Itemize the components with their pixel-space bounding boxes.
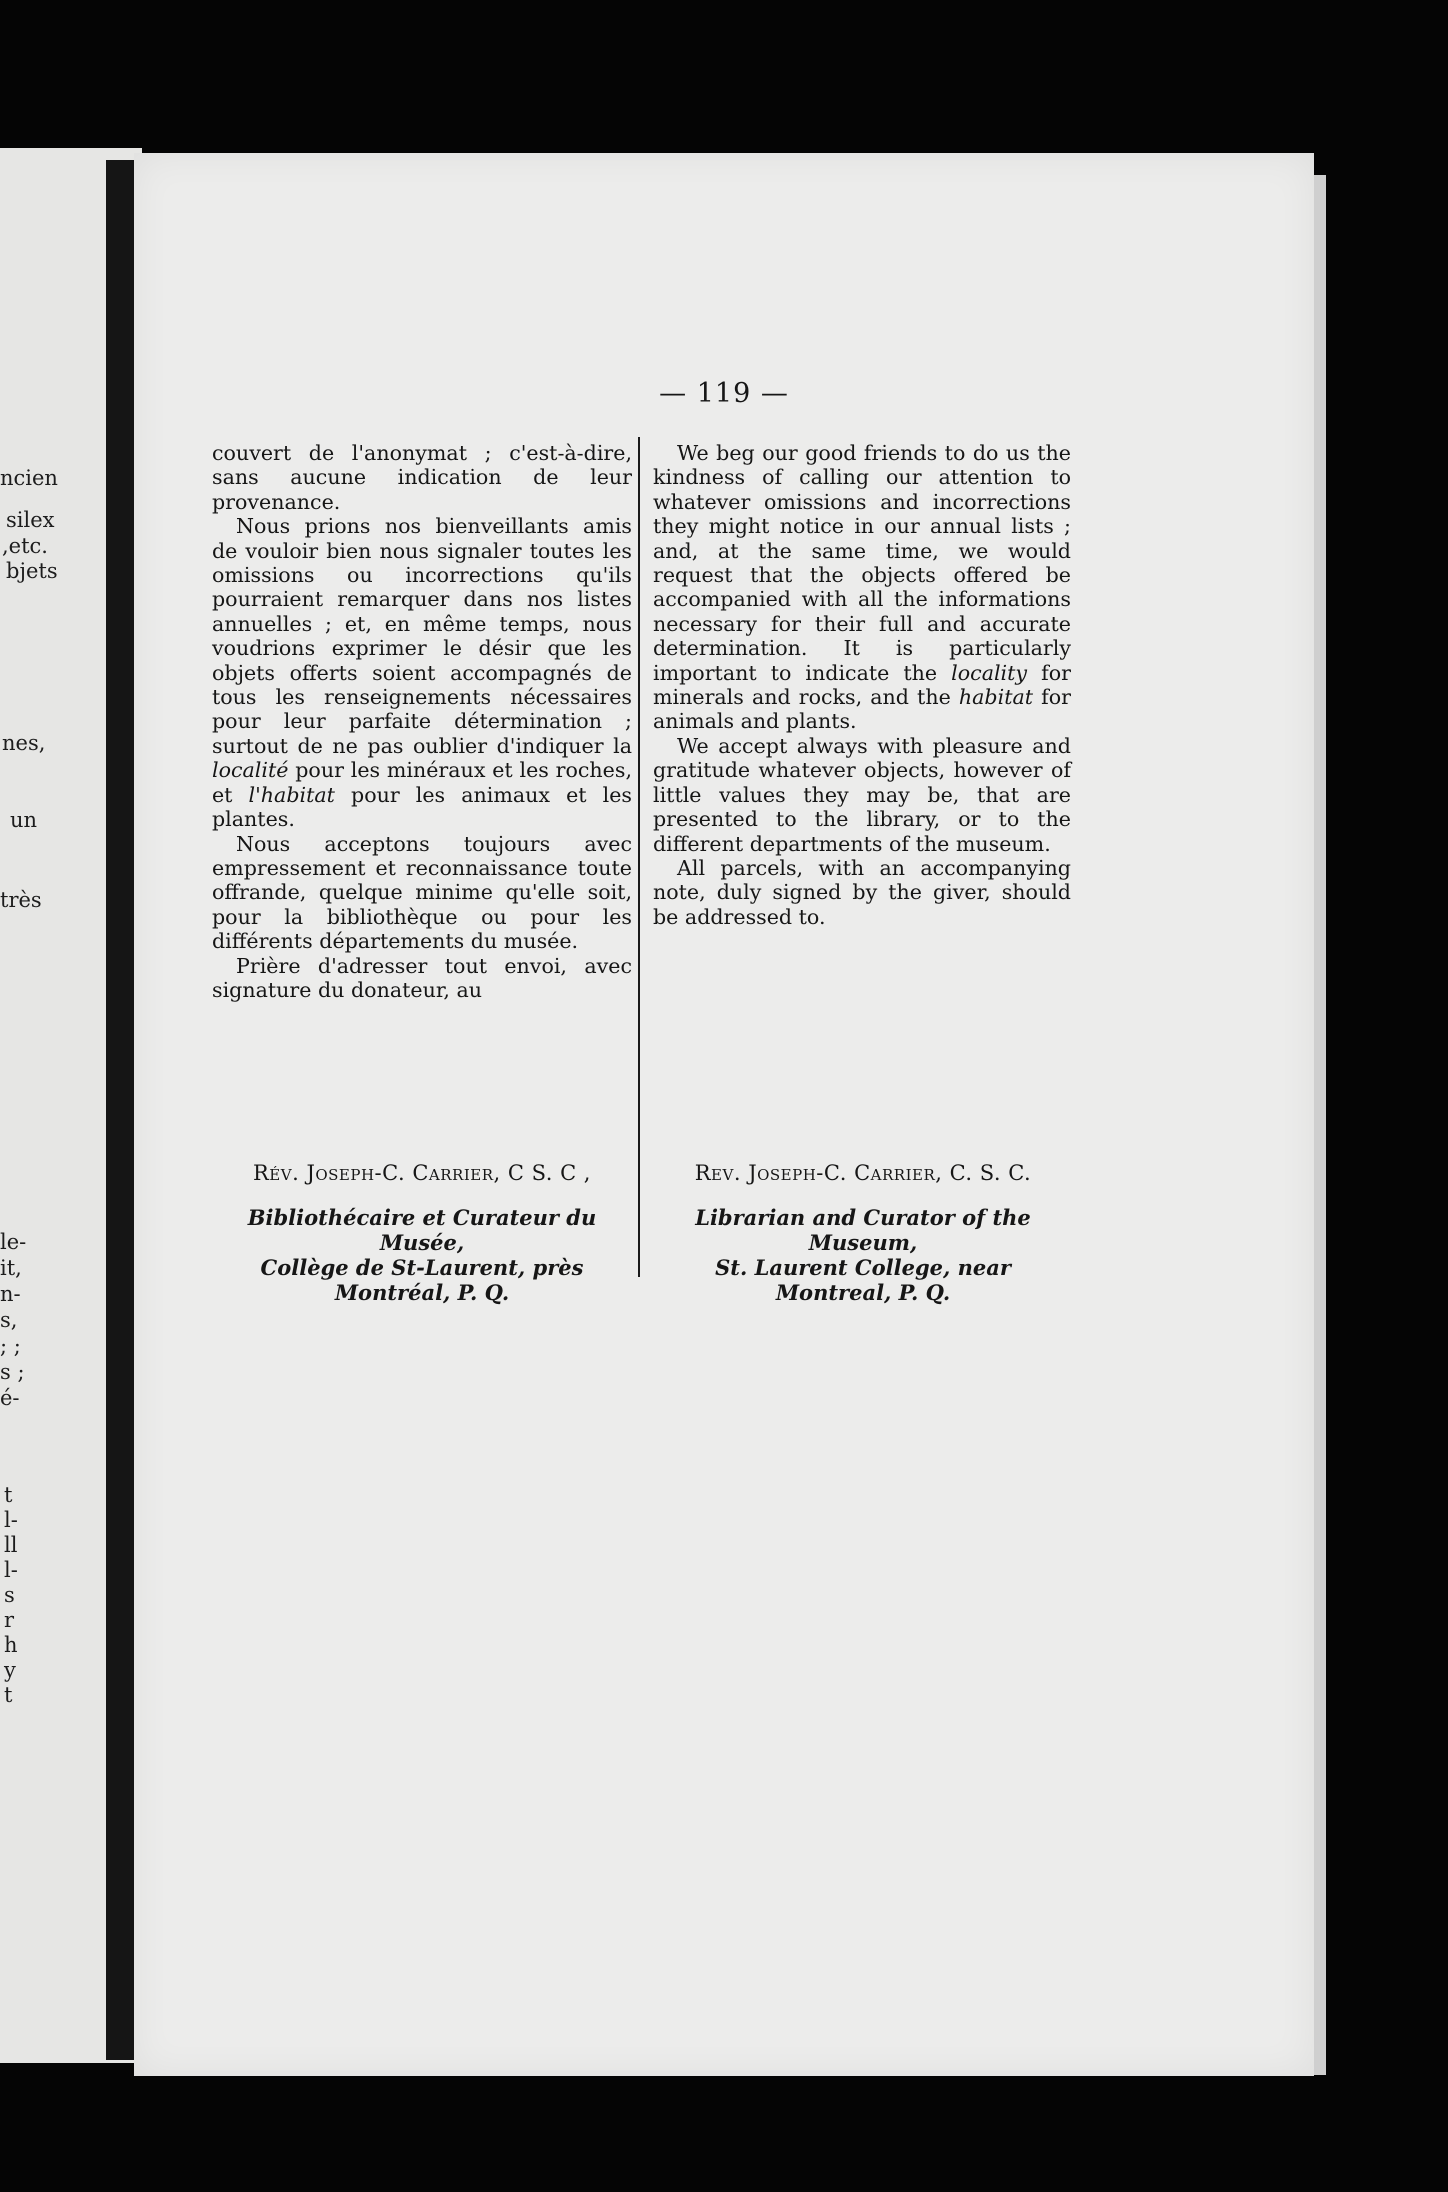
main-page xyxy=(134,153,1314,2076)
left-fragment: h xyxy=(4,1633,18,1657)
left-fragment: ncien xyxy=(0,466,58,490)
english-paragraph: All parcels, with an accompanying note, duly signed by the giver, should be addressed to. xyxy=(653,855,1071,929)
left-fragment: l- xyxy=(4,1508,18,1532)
left-fragment: l- xyxy=(4,1558,18,1582)
left-fragment: y xyxy=(4,1658,16,1682)
left-fragment: un xyxy=(10,808,38,832)
left-fragment: s xyxy=(4,1583,15,1607)
left-fragment: it, xyxy=(0,1256,22,1280)
left-fragment: très xyxy=(0,888,42,912)
left-fragment: silex xyxy=(6,508,55,532)
french-paragraph: Nous prions nos bienveillants amis de vouloir bien nous signaler toutes les omissions ou incorrections qu'ils pourraient remarquer dans nos listes annuelles ; et, en même temps, nous voudrions exprimer le désir que les objets offerts soient accompagnés de tous les renseignements nécessaires pour leur parfaite détermination ; surtout de ne pas oublier d'indiquer la localité pour les minéraux et les roches, et l'habitat pour les animaux et les plantes. xyxy=(212,514,632,832)
left-fragment: é- xyxy=(0,1386,20,1410)
french-signature: Rév. Joseph-C. Carrier, C S. C , xyxy=(253,1161,591,1185)
page-edge xyxy=(1314,175,1326,2075)
left-fragment: s ; xyxy=(0,1360,25,1384)
left-fragment: t xyxy=(4,1483,13,1507)
english-signature: Rev. Joseph-C. Carrier, C. S. C. xyxy=(694,1161,1032,1185)
left-fragment: s, xyxy=(0,1308,18,1332)
left-fragment: nes, xyxy=(2,731,46,755)
left-fragment: bjets xyxy=(6,559,58,583)
english-paragraph: We beg our good friends to do us the kindness of calling our attention to whatever omissions and incorrections they might notice in our annual lists ; and, at the same time, we would request that the objects offered be accompanied with all the informations necessary for their full and accurate determination. It is particularly important to indicate the locality for minerals and rocks, and the habitat for animals and plants. xyxy=(653,441,1071,734)
title-line: Bibliothécaire et Curateur du Musée, xyxy=(247,1205,597,1255)
left-fragment: ; ; xyxy=(0,1334,21,1358)
title-line: Collège de St-Laurent, près xyxy=(260,1255,584,1280)
title-line: Librarian and Curator of the Museum, xyxy=(695,1205,1031,1255)
title-line: St. Laurent College, near xyxy=(715,1255,1011,1280)
french-column xyxy=(212,441,632,1002)
left-fragment: t xyxy=(4,1683,13,1707)
left-fragment: n- xyxy=(0,1282,21,1306)
french-title-block xyxy=(212,1205,632,1305)
left-fragment: ll xyxy=(4,1533,18,1557)
english-title-block xyxy=(653,1205,1073,1305)
page-number: — 119 — xyxy=(659,378,789,409)
title-line: Montreal, P. Q. xyxy=(775,1280,951,1305)
english-paragraph: We accept always with pleasure and gratitude whatever objects, however of little values they may be, that are presented to the library, or to the different departments of the museum. xyxy=(653,733,1071,856)
left-fragment: r xyxy=(4,1608,15,1632)
left-fragment: ,etc. xyxy=(2,534,48,558)
french-paragraph: couvert de l'anonymat ; c'est-à-dire, sans aucune indication de leur provenance. xyxy=(212,441,632,514)
french-paragraph: Nous acceptons toujours avec empressement et reconnaissance toute offrande, quelque minime qu'elle soit, pour la bibliothèque ou pour les différents départements du musée. xyxy=(212,831,632,954)
left-fragment: le- xyxy=(0,1230,27,1254)
french-paragraph: Prière d'adresser tout envoi, avec signature du donateur, au xyxy=(212,953,632,1002)
title-line: Montréal, P. Q. xyxy=(334,1280,510,1305)
english-column xyxy=(653,441,1071,929)
column-divider xyxy=(638,437,640,1277)
